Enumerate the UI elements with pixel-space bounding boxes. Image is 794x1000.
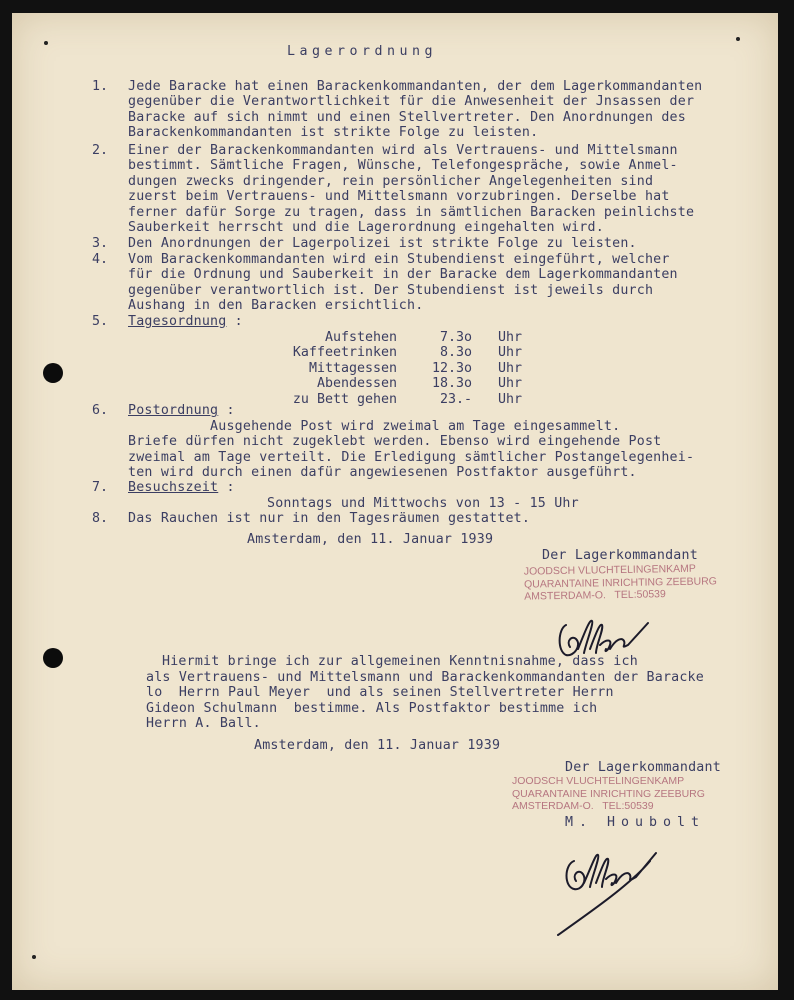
item-number: 7. bbox=[92, 480, 109, 495]
announcement-line: Herrn A. Ball. bbox=[146, 716, 261, 732]
schedule-activity: Aufstehen bbox=[324, 330, 397, 345]
item-number: 5. bbox=[92, 314, 109, 329]
item-1-line: Jede Baracke hat einen Barackenkommandanten, der dem Lagerkommandanten bbox=[128, 79, 703, 94]
schedule-time: 23.- bbox=[439, 391, 472, 407]
stamp-line: AMSTERDAM-O. TEL:50539 bbox=[524, 588, 666, 603]
date-line: Amsterdam, den 11. Januar 1939 bbox=[247, 532, 494, 547]
schedule-time: 12.3o bbox=[431, 360, 472, 376]
schedule-unit: Uhr bbox=[497, 360, 522, 376]
schedule-unit: Uhr bbox=[497, 376, 522, 392]
schedule-unit: Uhr bbox=[497, 345, 522, 361]
item-2-line: ferner dafür Sorge zu tragen, dass in sämtlichen Baracken peinlichste bbox=[128, 204, 695, 220]
item-4-line: für die Ordnung und Sauberkeit in der Baracke dem Lagerkommandanten bbox=[128, 267, 678, 283]
item-7-line: Sonntags und Mittwochs von 13 - 15 Uhr bbox=[267, 496, 579, 511]
item-number: 1. bbox=[92, 79, 109, 94]
heading-suffix: : bbox=[218, 480, 235, 495]
paper-speck bbox=[44, 41, 48, 45]
announcement-line: Hiermit bringe ich zur allgemeinen Kenntnisnahme, dass ich bbox=[162, 654, 638, 669]
schedule-unit: Uhr bbox=[497, 330, 522, 345]
item-1-line: gegenüber die Verantwortlichkeit für die Anwesenheit der Jnsassen der bbox=[128, 94, 695, 110]
signature-1 bbox=[552, 609, 652, 659]
stamp-line: QUARANTAINE INRICHTING ZEEBURG bbox=[512, 787, 705, 800]
date-line: Amsterdam, den 11. Januar 1939 bbox=[254, 738, 501, 753]
postordnung-heading bbox=[128, 403, 235, 418]
schedule-activity: Abendessen bbox=[316, 376, 397, 392]
announcement-line: lo Herrn Paul Meyer und als seinen Stellvertreter Herrn bbox=[146, 685, 614, 701]
schedule-activity: zu Bett gehen bbox=[292, 391, 397, 407]
document-title: Lagerordnung bbox=[287, 44, 438, 59]
schedule-time: 7.3o bbox=[439, 330, 472, 345]
schedule-row bbox=[257, 330, 522, 345]
signature-2 bbox=[552, 843, 662, 928]
item-6-line: zweimal am Tage verteilt. Die Erledigung sämtlicher Postangelegenhei- bbox=[128, 449, 695, 465]
heading-text: Tagesordnung bbox=[128, 314, 227, 329]
item-2-line: zuerst beim Vertrauens- und Mittelsmann vorzubringen. Derselbe hat bbox=[128, 189, 670, 205]
stamp-line: AMSTERDAM-O. TEL:50539 bbox=[512, 800, 654, 812]
schedule-table bbox=[257, 330, 522, 407]
item-number: 2. bbox=[92, 143, 109, 158]
item-number: 8. bbox=[92, 511, 109, 526]
heading-suffix: : bbox=[226, 314, 243, 329]
heading-text: Postordnung bbox=[128, 403, 219, 418]
schedule-activity: Kaffeetrinken bbox=[292, 345, 397, 361]
schedule-row bbox=[257, 361, 522, 376]
item-2-line: bestimmt. Sämtliche Fragen, Wünsche, Telefongespräche, sowie Anmel- bbox=[128, 158, 678, 174]
heading-text: Besuchszeit bbox=[128, 480, 219, 495]
schedule-row bbox=[257, 376, 522, 391]
stamp-line: JOODSCH VLUCHTELINGENKAMP bbox=[512, 775, 685, 787]
item-4-line: Aushang in den Baracken ersichtlich. bbox=[128, 298, 424, 314]
camp-stamp-faded bbox=[524, 562, 718, 603]
item-6-line: Briefe dürfen nicht zugeklebt werden. Ebenso wird eingehende Post bbox=[128, 434, 662, 450]
paper-speck bbox=[736, 37, 740, 41]
item-8-line: Das Rauchen ist nur in den Tagesräumen gestattet. bbox=[128, 511, 531, 526]
item-2-line: Einer der Barackenkommandanten wird als Vertrauens- und Mittelsmann bbox=[128, 143, 678, 158]
item-number: 4. bbox=[92, 252, 109, 267]
besuchszeit-heading bbox=[128, 480, 235, 495]
item-2-line: Sauberkeit herrscht und die Lagerordnung eingehalten wird. bbox=[128, 220, 604, 235]
schedule-row bbox=[257, 392, 522, 407]
signatory-title: Der Lagerkommandant bbox=[542, 548, 698, 563]
schedule-time: 18.3o bbox=[431, 376, 472, 392]
heading-suffix: : bbox=[218, 403, 235, 418]
tagesordnung-heading bbox=[128, 314, 243, 329]
punch-hole-bottom bbox=[43, 648, 63, 668]
item-2-line: dungen zwecks dringender, rein persönlicher Angelegenheiten sind bbox=[128, 173, 654, 189]
item-number: 3. bbox=[92, 236, 109, 251]
item-4-line: Vom Barackenkommandanten wird ein Stubendienst eingeführt, welcher bbox=[128, 252, 670, 267]
signatory-title: Der Lagerkommandant bbox=[565, 760, 721, 775]
camp-stamp bbox=[512, 775, 705, 813]
punch-hole-top bbox=[43, 363, 63, 383]
item-3-line: Den Anordnungen der Lagerpolizei ist strikte Folge zu leisten. bbox=[128, 236, 637, 251]
item-6-line: ten wird durch einen dafür angewiesenen Postfaktor ausgeführt. bbox=[128, 465, 637, 481]
paper-speck bbox=[32, 955, 36, 959]
item-1-line: Barackenkommandanten ist strikte Folge zu leisten. bbox=[128, 125, 539, 141]
item-6-line: Ausgehende Post wird zweimal am Tage eingesammelt. bbox=[128, 419, 621, 434]
schedule-activity: Mittagessen bbox=[308, 360, 397, 376]
document-page bbox=[12, 13, 778, 990]
item-number: 6. bbox=[92, 403, 109, 418]
schedule-row bbox=[257, 345, 522, 360]
announcement-line: Gideon Schulmann bestimme. Als Postfaktor bestimme ich bbox=[146, 700, 598, 716]
signatory-name: M. Houbolt bbox=[565, 815, 706, 830]
schedule-time: 8.3o bbox=[439, 345, 472, 361]
item-1-line: Baracke auf sich nimmt und einen Stellvertreter. Den Anordnungen des bbox=[128, 109, 686, 125]
schedule-unit: Uhr bbox=[497, 391, 522, 407]
stamp-line: QUARANTAINE INRICHTING ZEEBURG bbox=[523, 574, 717, 591]
stamp-line: JOODSCH VLUCHTELINGENKAMP bbox=[523, 562, 696, 578]
announcement-line: als Vertrauens- und Mittelsmann und Barackenkommandanten der Baracke bbox=[146, 670, 704, 685]
item-4-line: gegenüber verantwortlich ist. Der Stubendienst ist jeweils durch bbox=[128, 282, 654, 298]
